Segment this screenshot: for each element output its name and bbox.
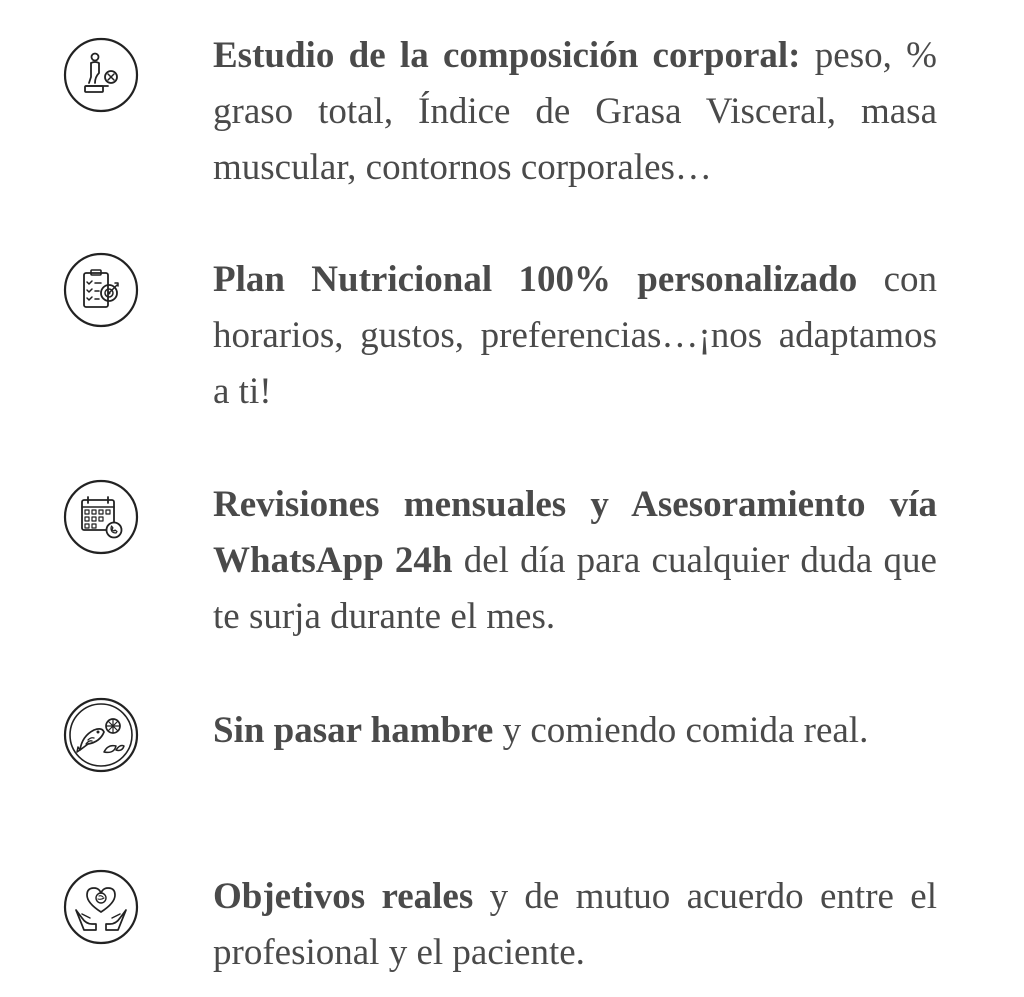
feature-description: con horarios, gustos, preferencias…¡nos adaptamos a ti!	[213, 259, 937, 412]
feature-text	[213, 869, 937, 981]
feature-title: Estudio de la composición corporal:	[213, 35, 801, 76]
feature-title: Plan Nutricional 100% personalizado	[213, 259, 858, 300]
body-composition-scale-icon	[62, 36, 140, 114]
clipboard-target-plan-icon	[62, 251, 140, 329]
hands-heart-brain-icon	[62, 868, 140, 946]
feature-text	[213, 28, 937, 196]
feature-text	[213, 252, 937, 420]
feature-description: peso, % graso total, Índice de Grasa Visceral, masa muscular, contornos corporales…	[213, 35, 937, 188]
feature-description: y de mutuo acuerdo entre el profesional y el paciente.	[213, 876, 938, 973]
feature-description: del día para cualquier duda que te surja durante el mes.	[213, 540, 937, 637]
feature-text	[213, 477, 937, 645]
feature-title: Revisiones mensuales y Asesoramiento vía WhatsApp 24h	[213, 484, 937, 581]
feature-title: Objetivos reales	[213, 876, 474, 917]
feature-text	[213, 703, 937, 759]
feature-description: y comiendo comida real.	[493, 710, 869, 751]
fish-citrus-leaf-plate-icon	[62, 696, 140, 774]
feature-title: Sin pasar hambre	[213, 710, 494, 751]
calendar-phone-icon	[62, 478, 140, 556]
